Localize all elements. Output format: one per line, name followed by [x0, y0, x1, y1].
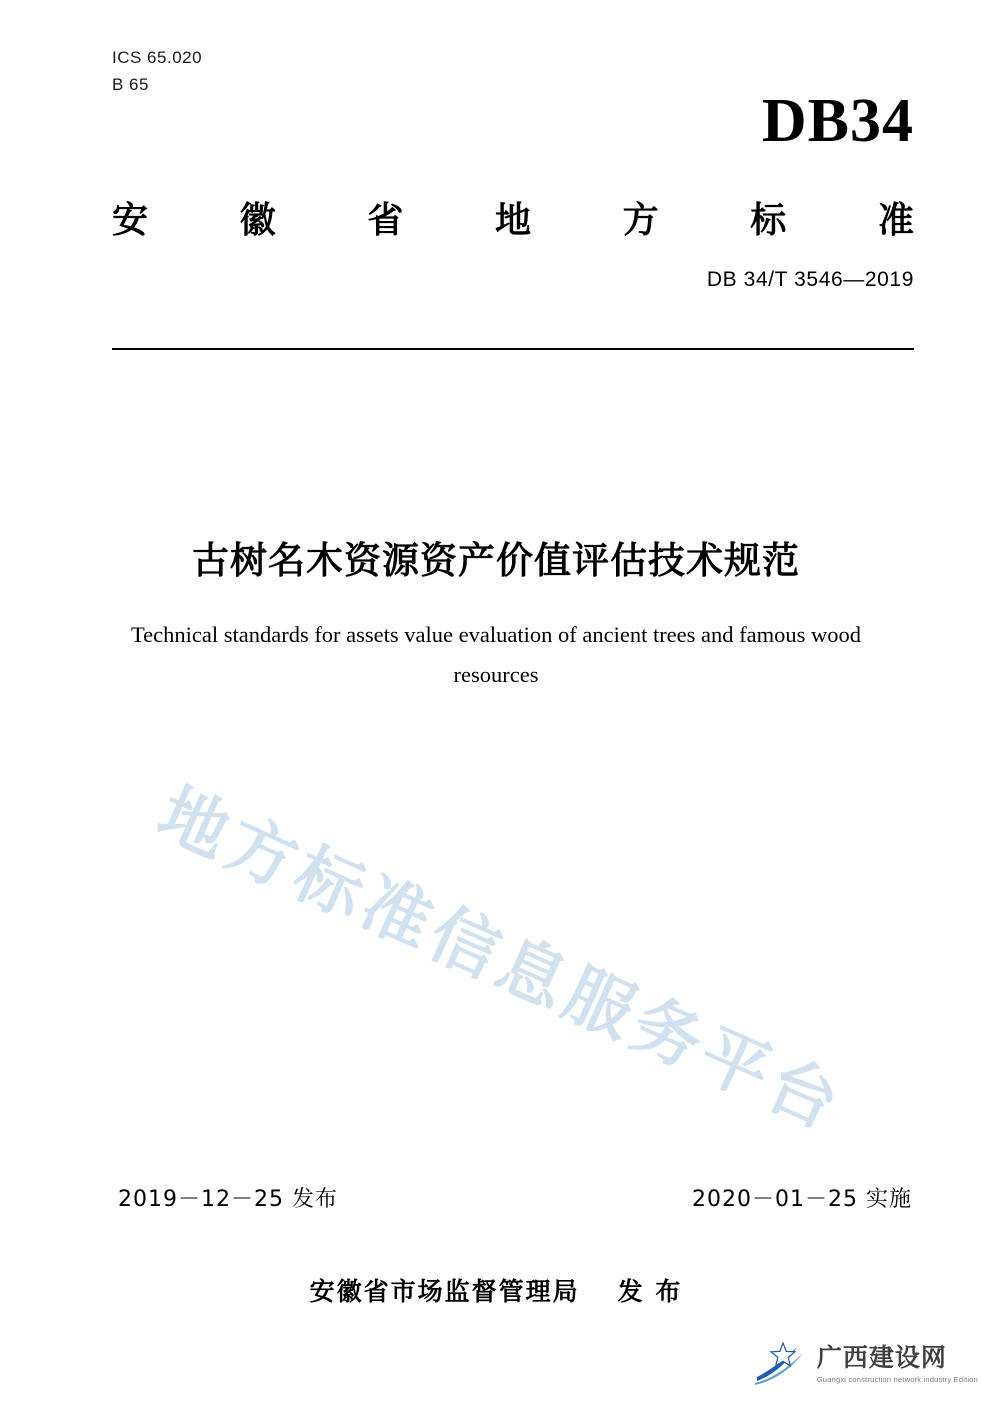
- issuer-suffix: 发 布: [617, 1277, 683, 1306]
- province-title-char: 徽: [239, 200, 276, 241]
- standard-number: DB 34/T 3546—2019: [706, 268, 914, 291]
- page-title: 古树名木资源资产价值评估技术规范: [192, 539, 800, 582]
- release-date: 2019－12－25 发布: [118, 1187, 338, 1212]
- site-name-en: Guangxi construction network industry Edition: [816, 1374, 978, 1384]
- publication-dates: [118, 1182, 912, 1213]
- header-divider: [112, 348, 914, 350]
- province-title-char: 省: [367, 200, 404, 241]
- province-title-char: 安: [112, 200, 149, 241]
- site-name-cn: 广西建设网: [816, 1343, 947, 1373]
- province-title-char: 方: [622, 200, 659, 241]
- province-title-char: 标: [750, 200, 787, 241]
- province-standard-title: [112, 192, 914, 243]
- issuer-line: [0, 1272, 992, 1308]
- ics-code: ICS 65.020: [112, 48, 203, 67]
- db-standard-logo: DB34: [761, 87, 914, 155]
- watermark-text: 地方标准信息服务平台: [146, 773, 855, 1147]
- ics-block: [112, 44, 202, 98]
- star-swoosh-icon: [753, 1341, 809, 1387]
- province-title-char: 地: [494, 200, 531, 241]
- page-subtitle-english: Technical standards for assets value evaluation of ancient trees and famous wood resources: [130, 622, 862, 687]
- implementation-date: 2020－01－25 实施: [692, 1187, 912, 1212]
- site-logo-text: [817, 1344, 978, 1384]
- site-logo: [753, 1341, 978, 1387]
- issuer-name: 安徽省市场监督管理局: [309, 1277, 580, 1306]
- province-title-char: 准: [877, 200, 914, 241]
- classification-code: B 65: [112, 75, 149, 94]
